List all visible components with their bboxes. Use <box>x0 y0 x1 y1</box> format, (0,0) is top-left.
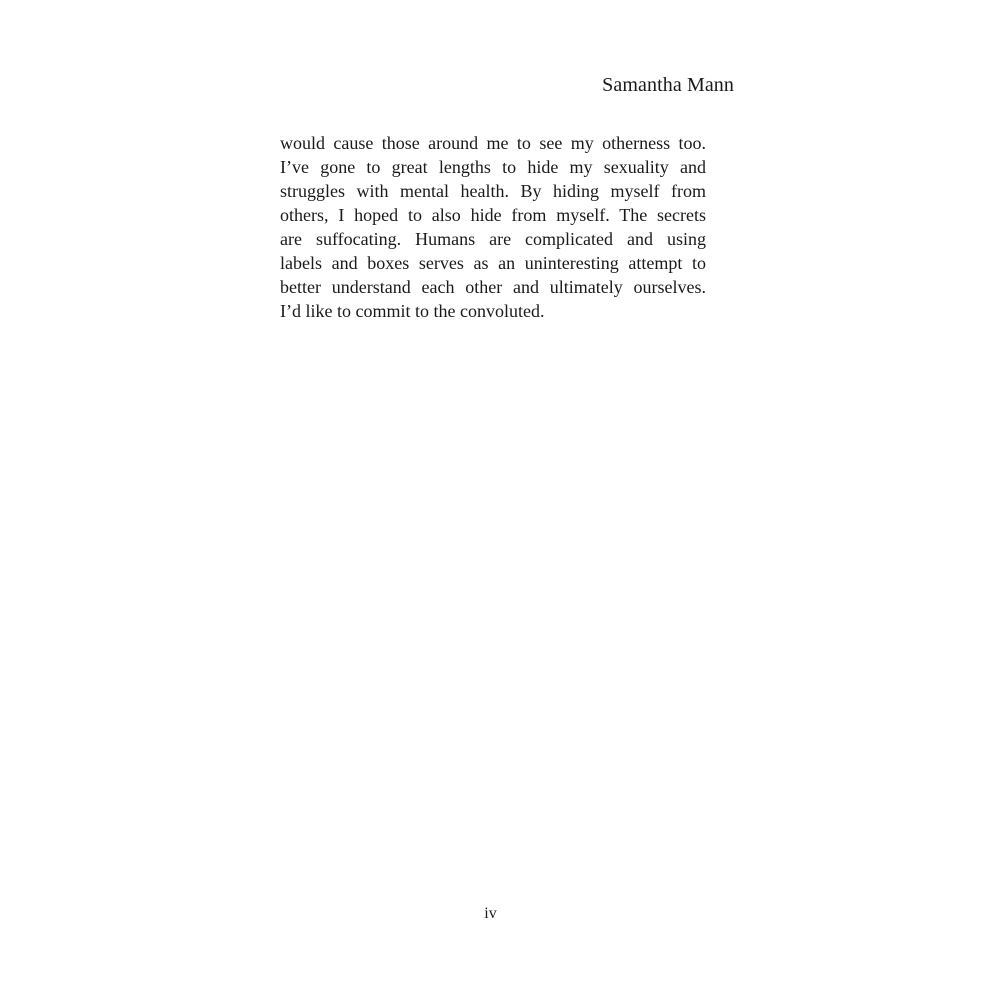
running-head-author: Samantha Mann <box>602 74 734 96</box>
paragraph-line: are suffocating. Humans are complicated and using <box>280 229 706 249</box>
page-number: iv <box>484 905 497 922</box>
paragraph-line: struggles with mental health. By hiding myself from <box>280 181 706 201</box>
paragraph-line: I’d like to commit to the convoluted. <box>280 301 545 321</box>
paragraph-line: I’ve gone to great lengths to hide my sexuality and <box>280 157 706 177</box>
paragraph-line: would cause those around me to see my otherness too. <box>280 133 706 153</box>
paragraph-line: others, I hoped to also hide from myself. The secrets <box>280 205 706 225</box>
paragraph-line: labels and boxes serves as an uninteresting attempt to <box>280 253 706 273</box>
paragraph-line: better understand each other and ultimately ourselves. <box>280 277 706 297</box>
body-paragraph <box>280 131 706 323</box>
